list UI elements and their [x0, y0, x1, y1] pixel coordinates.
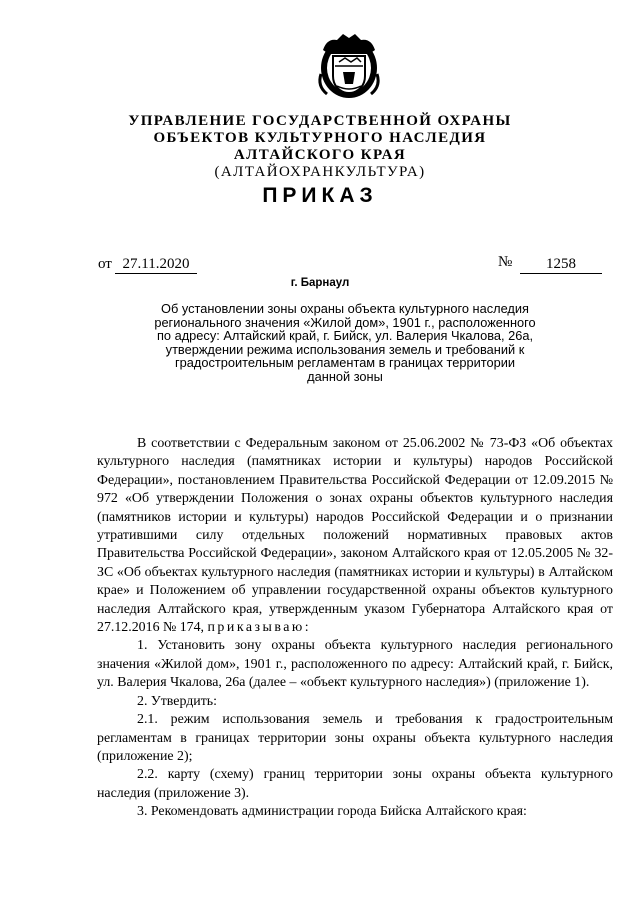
org-name-line-1: УПРАВЛЕНИЕ ГОСУДАРСТВЕННОЙ ОХРАНЫ: [128, 113, 512, 129]
order-subject: [130, 302, 560, 383]
document-type-title: ПРИКАЗ: [262, 184, 378, 207]
subject-line: градостроительным регламентам в границах территории: [175, 355, 515, 370]
order-item-3: 3. Рекомендовать администрации города Бийска Алтайского края:: [137, 804, 527, 820]
org-name-line-2: ОБЪЕКТОВ КУЛЬТУРНОГО НАСЛЕДИЯ: [153, 130, 487, 146]
order-number: 1258: [520, 256, 602, 274]
subject-line: Об установлении зоны охраны объекта культурного наследия: [161, 301, 529, 316]
preamble-paragraph: [97, 435, 613, 637]
subject-line: регионального значения «Жилой дом», 1901 г., расположенного: [154, 314, 536, 330]
order-date: 27.11.2020: [115, 256, 197, 274]
altai-krai-coat-of-arms-icon: [313, 30, 385, 102]
order-item-1: 1. Установить зону охраны объекта культурного наследия регионального значения «Жилой дом», 1901 г., расположенного по адресу: Алтайский край, г. Бийск, ул. Валерия Чкалова, 26а (далее – «объект культурного наследия») (приложение 1).: [97, 638, 613, 691]
order-item-2: 2. Утвердить:: [137, 693, 217, 709]
subject-line: по адресу: Алтайский край, г. Бийск, ул. Валерия Чкалова, 26а,: [157, 328, 533, 343]
org-name-line-3: АЛТАЙСКОГО КРАЯ: [233, 147, 407, 163]
subject-line: данной зоны: [307, 368, 383, 384]
order-item-2-2: 2.2. карту (схему) границ территории зоны охраны объекта культурного наследия (приложение 3).: [97, 767, 613, 801]
date-prefix: от: [98, 256, 112, 272]
org-abbreviation: (АЛТАЙОХРАНКУЛЬТУРА): [214, 164, 426, 180]
order-item-2-1: 2.1. режим использования земель и требования к градостроительным регламентам в границах территории зоны охраны объекта культурного наследия (приложение 2);: [97, 712, 613, 764]
city-name: г. Барнаул: [290, 277, 350, 289]
subject-line: утверждении режима использования земель и требований к: [165, 341, 525, 357]
number-prefix: №: [498, 254, 513, 270]
order-body: [97, 435, 613, 822]
order-keyword: приказываю:: [207, 620, 312, 636]
preamble-text: В соответствии с Федеральным законом от 25.06.2002 № 73-ФЗ «Об объектах культурного наследия (памятниках истории и культуры) народов Российской Федерации», постановлением Правительства Российской Федерации от 12.09.2015 № 972 «Об утверждении Положения о зонах охраны объектов культурного наследия (памятников истории и культуры) народов Российской Федерации и о признании утратившими силу отдельных положений нормативных правовых актов Правительства Российской Федерации», законом Алтайского края от 12.05.2005 № 32-ЗС «Об объектах культурного наследия (памятниках истории и культуры) в Алтайском крае» и Положением об управлении государственной охраны объектов культурного наследия Алтайского края, утвержденным указом Губернатора Алтайского края от 27.12.2016 № 174,: [97, 436, 613, 636]
